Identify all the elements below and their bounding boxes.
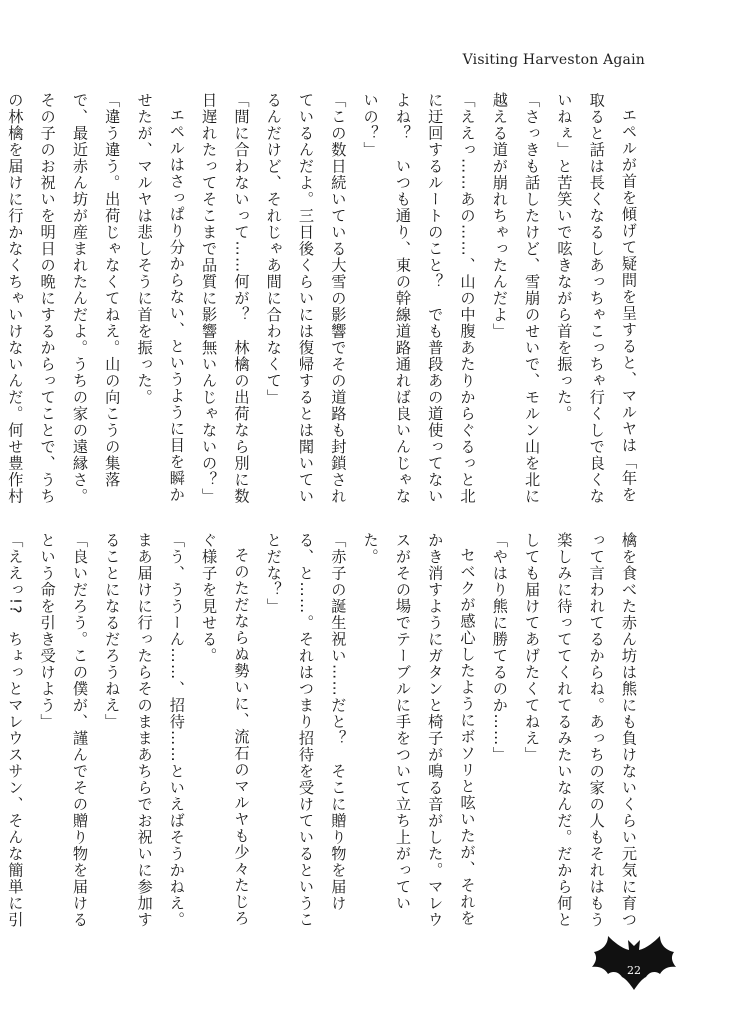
running-header: Visiting Harveston Again [462,52,645,68]
bat-icon [588,934,680,992]
lower-text-block [6,532,645,932]
dialogue-paragraph: 「やはり熊に勝てるのか……」 [490,532,509,763]
paragraph: セベクが感心したようにボソリと呟いたが、それをかき消すようにガタンと椅子が鳴る音がした。マレウスがその場でテーブルに手をついて立ち上がっていた。 [361,532,477,928]
page-number: 22 [627,964,641,977]
dialogue-paragraph: 「違う違う。出荷じゃなくてねえ。山の向こうの集落で、最近赤ん坊が産まれたんだよ。うちの家の遠縁さ。その子のお祝いを明日の晩にするからってことで、うちの林檎を届けに行かなくちゃいけないんだ。何せ豊作村 [6,92,122,505]
dialogue-paragraph: 「ええっ……あの……、山の中腹あたりからぐるっと北に迂回するルートのこと？ でも普段あの道使ってないよね？ いつも通り、東の幹線道路通れば良いんじゃないの？」 [361,92,477,505]
dialogue-paragraph: 「間に合わないって……何が？ 林檎の出荷なら別に数日遅れたってそこまで品質に影響無いんじゃないの？」 [200,92,251,505]
dialogue-paragraph: 「赤子の誕生祝い……だと？ そこに贈り物を届ける、と……。それはつまり招待を受けているということだな？」 [264,532,348,928]
bat-silhouette [592,936,676,990]
dialogue-paragraph: 「良いだろう。この僕が、謹んでその贈り物を届けるという命を引き受けよう」 [38,532,89,928]
dialogue-paragraph: 「う、ううーん……、招待……といえばそうかねえ。まあ届けに行ったらそのままあちらでお祝いに参加することになるだろうねえ」 [103,532,186,928]
paragraph: エペルはさっぱり分からない、というように目を瞬かせたが、マルヤは悲しそうに首を振った。 [135,92,186,504]
paragraph: エペルが首を傾げて疑問を呈すると、マルヤは「年を取ると話は長くなるしあっちゃこっちゃ行くしで良くないねぇ」と苦笑いで呟きながら首を振った。 [555,92,638,505]
dialogue-paragraph: 「この数日続いている大雪の影響でその道路も封鎖されているんだよ。三日後くらいには復帰するとは聞いているんだけど、それじゃあ間に合わなくて」 [264,92,348,505]
upper-text-block [6,92,645,517]
paragraph: そのただならぬ勢いに、流石のマルヤも少々たじろぐ様子を見せる。 [200,532,251,927]
dialogue-paragraph: 「ええっ!? ちょっとマレウスサン、そんな簡単に引 [6,532,25,929]
dialogue-paragraph: 「さっきも話したけど、雪崩のせいで、モルン山を北に越える道が崩れちゃったんだよ」 [490,92,542,505]
paragraph: 檎を食べた赤ん坊は熊にも負けないくらい元気に育つって言われてるからね。あっちの家の人もそれはもう楽しみに待っててくれてるみたいなんだ。だから何としても届けてあげたくてねえ」 [523,532,638,928]
